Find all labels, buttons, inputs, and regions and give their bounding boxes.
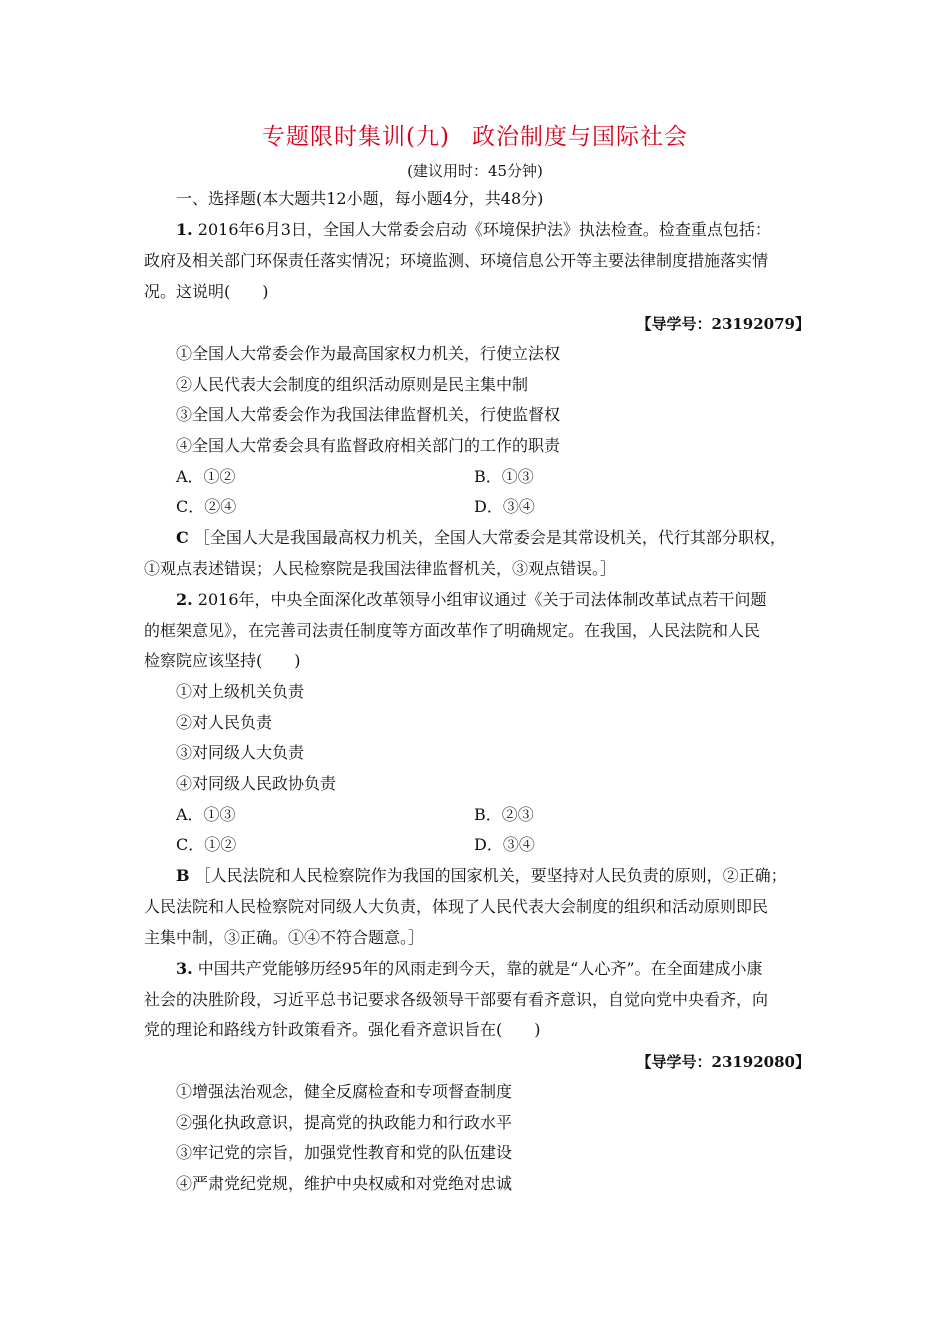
q3-number: 3. [176, 959, 193, 978]
q1-option-2: ②人民代表大会制度的组织活动原则是民主集中制 [176, 375, 529, 394]
q3-stem-line-1 [176, 958, 763, 980]
q1-option-1: ①全国人大常委会作为最高国家权力机关，行使立法权 [176, 344, 561, 363]
q1-answer-letter: C [176, 528, 189, 547]
q1-option-4: ④全国人大常委会具有监督政府相关部门的工作的职责 [176, 436, 561, 455]
title-topic: 政治制度与国际社会 [471, 124, 688, 150]
q3-option-1: ①增强法治观念，健全反腐检查和专项督查制度 [176, 1082, 513, 1101]
q1-choice-c: C．②④ [176, 497, 237, 516]
q3-option-4: ④严肃党纪党规，维护中央权威和对党绝对忠诚 [176, 1174, 513, 1193]
q2-option-4: ④对同级人民政协负责 [176, 774, 337, 793]
q1-number: 1. [176, 220, 193, 239]
q2-option-3: ③对同级人大负责 [176, 743, 305, 762]
q1-stem-text-1: 2016年6月3日，全国人大常委会启动《环境保护法》执法检查。检查重点包括： [197, 220, 771, 239]
title-series: 专题限时集训(九) [262, 124, 450, 150]
q2-option-1: ①对上级机关负责 [176, 682, 305, 701]
q2-stem-line-1 [176, 589, 767, 611]
q2-answer-text-1: ［人民法院和人民检察院作为我国的国家机关，要坚持对人民负责的原则，②正确； [194, 866, 787, 885]
q1-answer-line-1 [176, 527, 786, 549]
suggested-time: (建议用时：45分钟) [407, 162, 543, 180]
q1-guide-number: 【导学号：23192079】 [636, 315, 810, 333]
q3-stem-text-1: 中国共产党能够历经95年的风雨走到今天，靠的就是“人心齐”。在全面建成小康 [197, 959, 763, 978]
q2-stem-text-1: 2016年，中央全面深化改革领导小组审议通过《关于司法体制改革试点若干问题 [197, 590, 767, 609]
q1-answer-line-2: ①观点表述错误；人民检察院是我国法律监督机关，③观点错误。］ [144, 559, 617, 578]
q2-choice-d: D．③④ [474, 835, 535, 854]
q1-stem-line-1 [176, 219, 771, 241]
q2-choice-b: B．②③ [474, 805, 534, 824]
q1-option-3: ③全国人大常委会作为我国法律监督机关，行使监督权 [176, 405, 561, 424]
q1-choice-a: A．①② [176, 467, 236, 486]
q2-number: 2. [176, 590, 193, 609]
q2-answer-line-3: 主集中制，③正确。①④不符合题意。］ [144, 928, 425, 947]
q3-stem-line-2: 社会的决胜阶段，习近平总书记要求各级领导干部要有看齐意识，自觉向党中央看齐，向 [144, 990, 769, 1009]
q2-option-2: ②对人民负责 [176, 713, 273, 732]
q1-stem-line-3: 况。这说明( ) [144, 282, 269, 301]
q2-stem-line-2: 的框架意见》，在完善司法责任制度等方面改革作了明确规定。在我国，人民法院和人民 [144, 621, 761, 640]
q2-answer-letter: B [176, 866, 190, 885]
q1-stem-line-2: 政府及相关部门环保责任落实情况；环境监测、环境信息公开等主要法律制度措施落实情 [144, 251, 769, 270]
q1-choice-b: B．①③ [474, 467, 534, 486]
q3-option-3: ③牢记党的宗旨，加强党性教育和党的队伍建设 [176, 1143, 513, 1162]
q1-answer-text-1: ［全国人大是我国最高权力机关，全国人大常委会是其常设机关，代行其部分职权， [193, 528, 786, 547]
q2-answer-line-2: 人民法院和人民检察院对同级人大负责，体现了人民代表大会制度的组织和活动原则即民 [144, 897, 769, 916]
q1-choice-d: D．③④ [474, 497, 535, 516]
q2-stem-line-3: 检察院应该坚持( ) [144, 651, 301, 670]
q3-option-2: ②强化执政意识，提高党的执政能力和行政水平 [176, 1113, 513, 1132]
q2-choice-a: A．①③ [176, 805, 236, 824]
q2-answer-line-1 [176, 865, 787, 887]
q3-guide-number: 【导学号：23192080】 [636, 1053, 810, 1071]
q3-stem-line-3: 党的理论和路线方针政策看齐。强化看齐意识旨在( ) [144, 1020, 541, 1039]
section-heading: 一、选择题(本大题共12小题，每小题4分，共48分) [176, 189, 544, 208]
page-title [0, 118, 950, 151]
q2-choice-c: C．①② [176, 835, 237, 854]
